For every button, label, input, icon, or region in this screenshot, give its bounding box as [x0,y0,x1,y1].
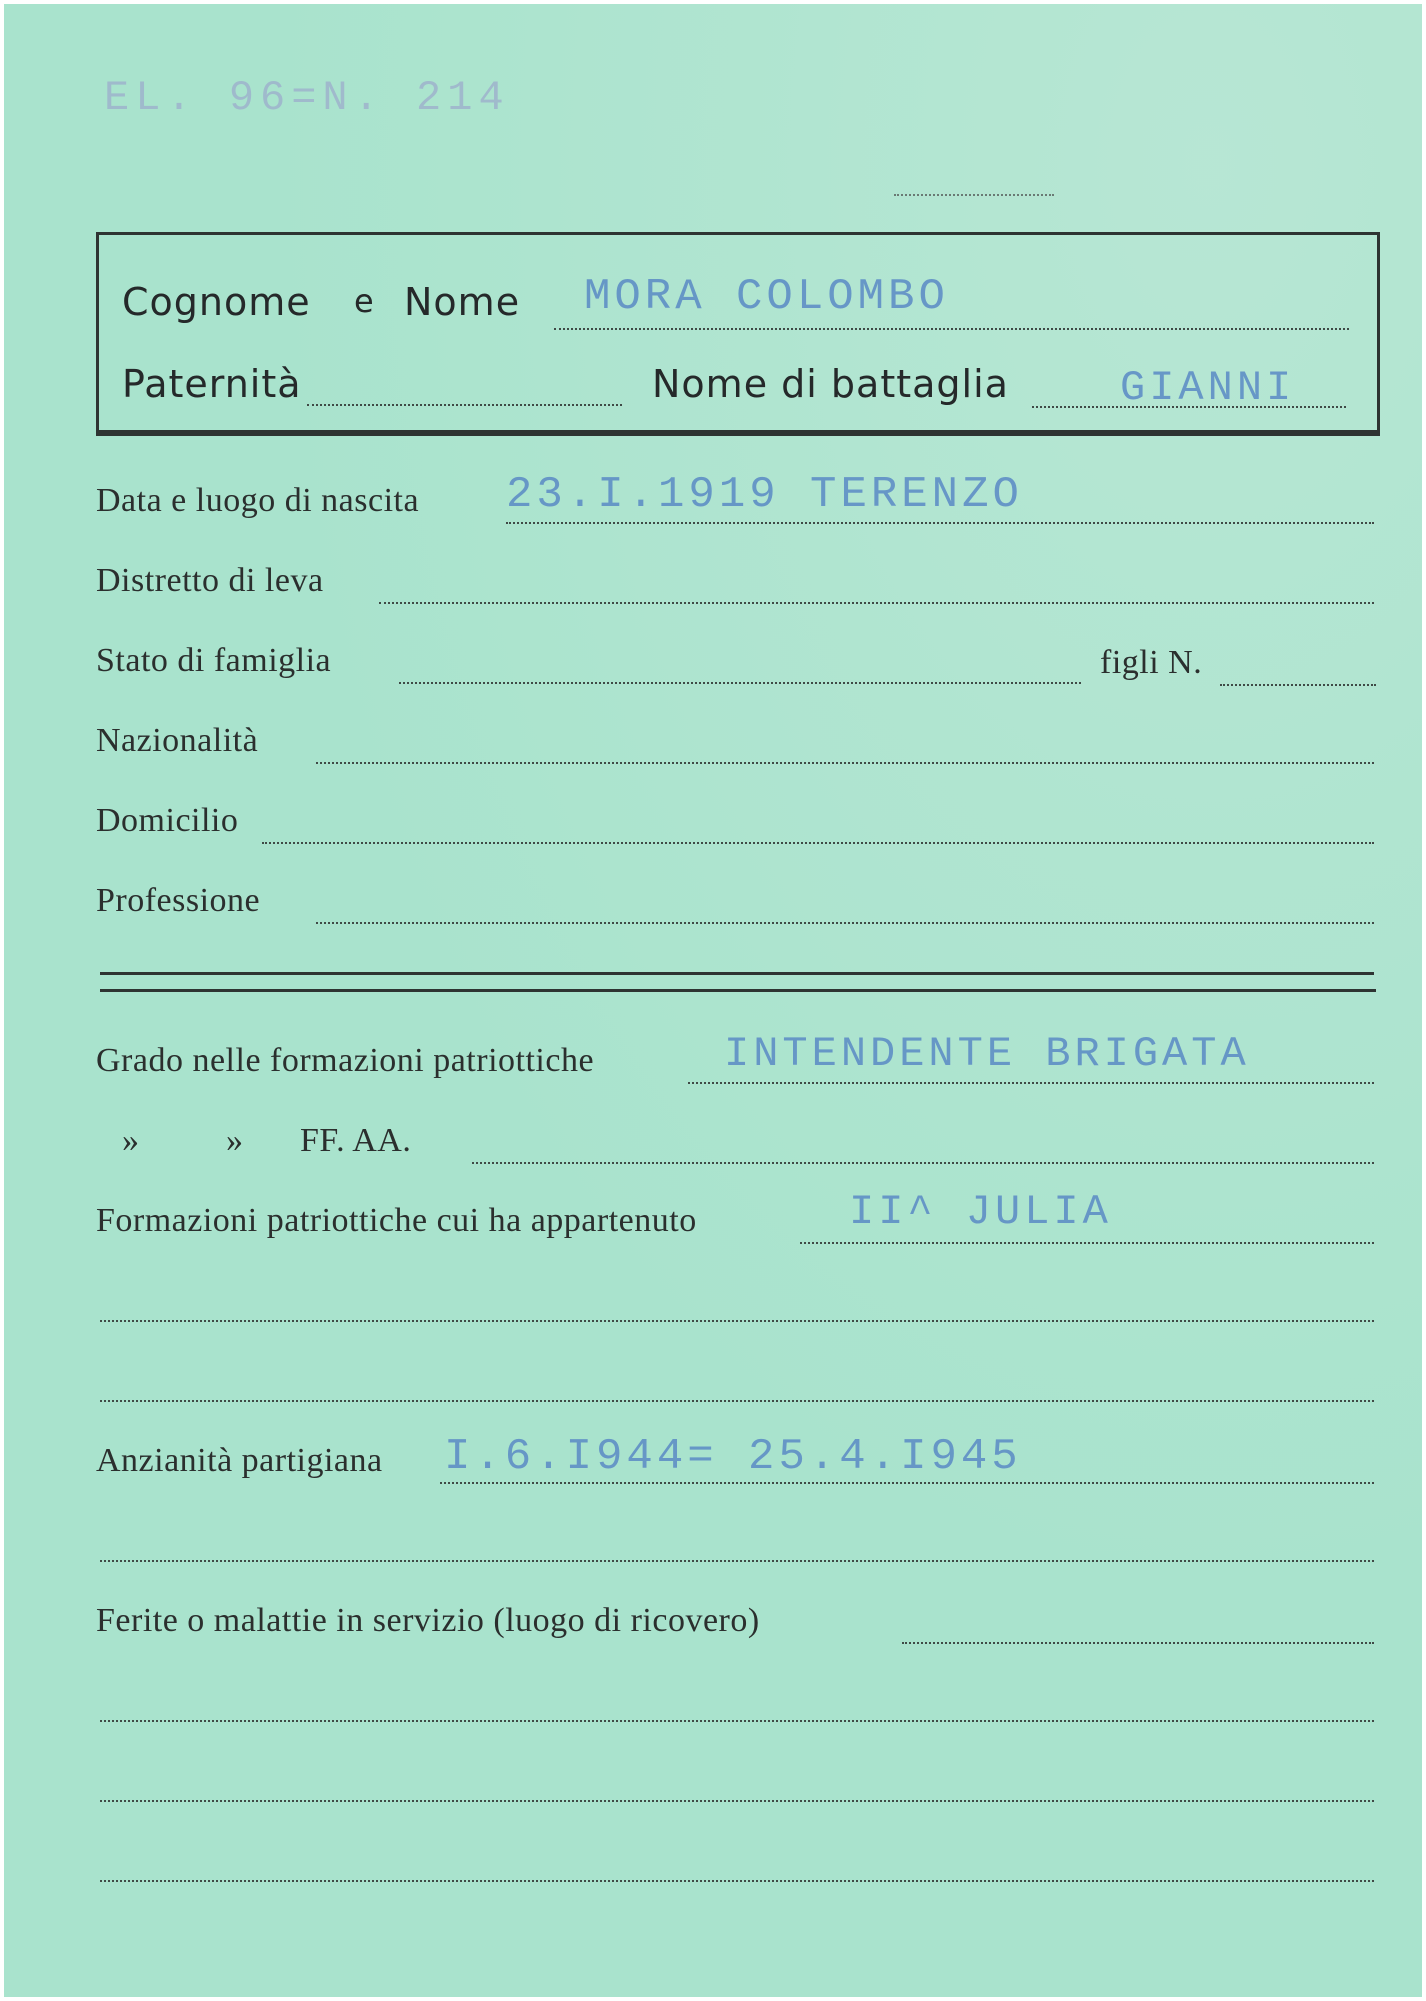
rank-label: Grado nelle formazioni patriottiche [96,1042,595,1079]
header-bottom-rule [96,430,1378,433]
nationality-line [316,762,1374,764]
full-name-line [554,328,1349,330]
rank-line [688,1082,1374,1084]
partisan-record-card [4,4,1422,1997]
family-label: Stato di famiglia [96,642,332,679]
children-line [1220,684,1376,686]
residence-line [262,842,1374,844]
district-line [379,602,1374,604]
residence-label: Domicilio [96,802,239,839]
battle-name-line [1032,406,1346,408]
rank-value[interactable]: INTENDENTE BRIGATA [724,1030,1250,1078]
seniority-label: Anzianità partigiana [96,1442,383,1479]
family-line [399,682,1081,684]
battle-name-value[interactable]: GIANNI [1120,364,1296,412]
ffaa-quote-1: » [122,1122,140,1159]
paternity-label: Paternità [122,362,302,406]
wounds-line [902,1642,1374,1644]
ffaa-quote-2: » [226,1122,244,1159]
seniority-extra-line [100,1560,1374,1562]
formations-extra-line-2 [100,1400,1374,1402]
birth-value[interactable]: 23.I.1919 TERENZO [506,470,1023,520]
archive-reference: EL. 96=N. 214 [104,74,510,122]
nationality-label: Nazionalità [96,722,259,759]
profession-label: Professione [96,882,261,919]
children-label: figli N. [1100,644,1203,681]
seniority-value[interactable]: I.6.I944= 25.4.I945 [444,1432,1022,1482]
wounds-extra-line-1 [100,1720,1374,1722]
profession-line [316,922,1374,924]
birth-label: Data e luogo di nascita [96,482,420,519]
section-separator-top [100,972,1374,975]
ffaa-line [472,1162,1374,1164]
surname-and-label: e [354,282,375,320]
wounds-label: Ferite o malattie in servizio (luogo di ricovero) [96,1602,760,1639]
wounds-extra-line-3 [100,1880,1374,1882]
formations-line [800,1242,1374,1244]
top-dotted-line [894,194,1054,196]
seniority-line [440,1482,1374,1484]
district-label: Distretto di leva [96,562,324,599]
paternity-line [307,404,622,406]
surname-label: Cognome [122,280,311,324]
full-name-value[interactable]: MORA COLOMBO [584,272,949,322]
name-label: Nome [404,280,521,324]
formations-value[interactable]: II^ JULIA [849,1188,1112,1236]
wounds-extra-line-2 [100,1800,1374,1802]
battle-name-label: Nome di battaglia [652,362,1009,406]
formations-label: Formazioni patriottiche cui ha appartenuto [96,1202,697,1239]
section-separator-bottom [100,989,1376,992]
ffaa-label: FF. AA. [300,1122,412,1159]
formations-extra-line-1 [100,1320,1374,1322]
birth-line [506,522,1374,524]
